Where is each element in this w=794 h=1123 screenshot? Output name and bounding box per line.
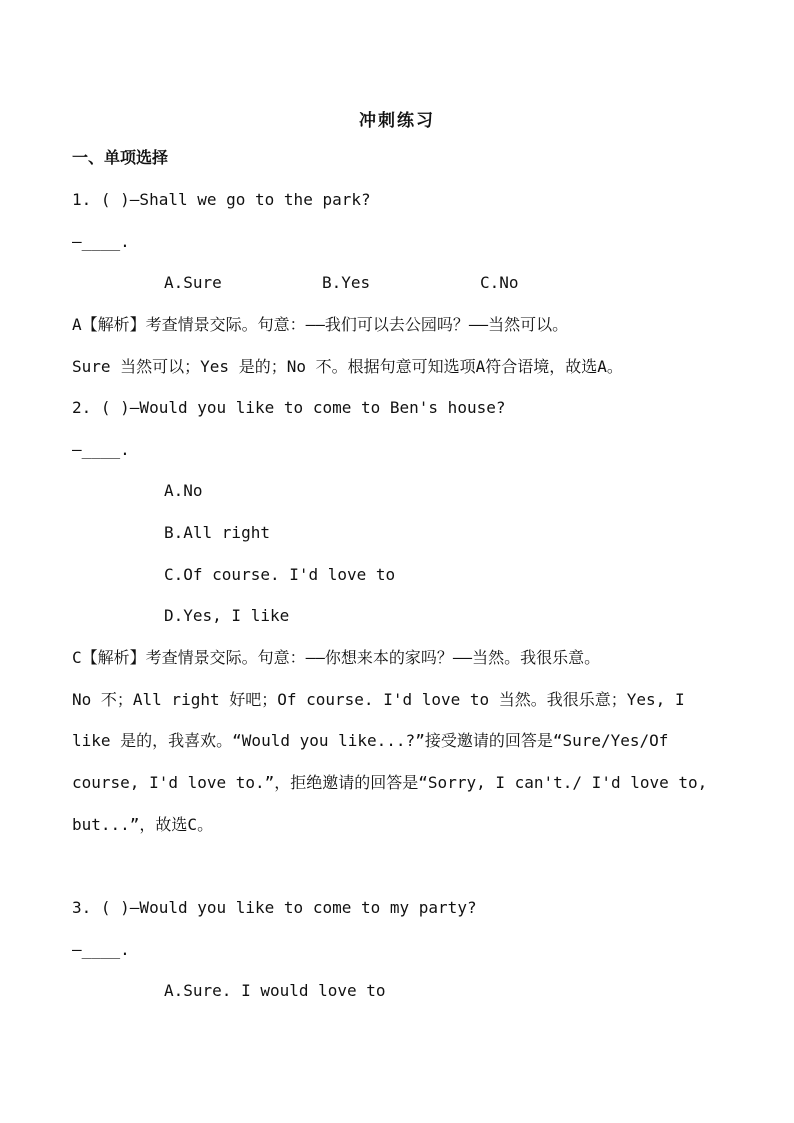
question-2-option-c: C.Of course. I'd love to	[164, 565, 396, 584]
page-title: 冲刺练习	[359, 111, 435, 131]
question-1-explanation-line-2: Sure 当然可以；Yes 是的；No 不。根据句意可知选项A符合语境，故选A。	[72, 357, 623, 376]
question-2-blank: —____.	[72, 440, 130, 459]
question-2-option-b: B.All right	[164, 523, 270, 542]
section-heading: 一、单项选择	[72, 148, 169, 167]
question-1-option-a: A.Sure	[164, 273, 222, 292]
question-1-blank: —____.	[72, 232, 130, 251]
question-2-explanation-line-2: No 不；All right 好吧；Of course. I'd love to 当然。我很乐意；Yes, I	[72, 690, 685, 709]
question-3-option-a: A.Sure. I would love to	[164, 981, 386, 1000]
question-3-stem: 3. ( )—Would you like to come to my party?	[72, 898, 477, 917]
question-2-explanation-line-1: C【解析】考查情景交际。句意：——你想来本的家吗？——当然。我很乐意。	[72, 648, 601, 667]
question-2-explanation-line-4: course, I'd love to.”，拒绝邀请的回答是“Sorry, I can't./ I'd love to,	[72, 773, 708, 792]
question-2-explanation-line-5: but...”，故选C。	[72, 815, 214, 834]
question-2-explanation-line-3: like 是的，我喜欢。“Would you like...?”接受邀请的回答是“Sure/Yes/Of	[72, 731, 669, 750]
question-1-option-c: C.No	[480, 273, 519, 292]
question-2-option-a: A.No	[164, 481, 203, 500]
question-2-stem: 2. ( )—Would you like to come to Ben's house?	[72, 398, 506, 417]
question-3-blank: —____.	[72, 940, 130, 959]
question-1-explanation-line-1: A【解析】考查情景交际。句意：——我们可以去公园吗？——当然可以。	[72, 315, 569, 334]
question-1-option-b: B.Yes	[322, 273, 371, 292]
question-1-stem: 1. ( )—Shall we go to the park?	[72, 190, 371, 209]
question-2-option-d: D.Yes, I like	[164, 606, 290, 625]
